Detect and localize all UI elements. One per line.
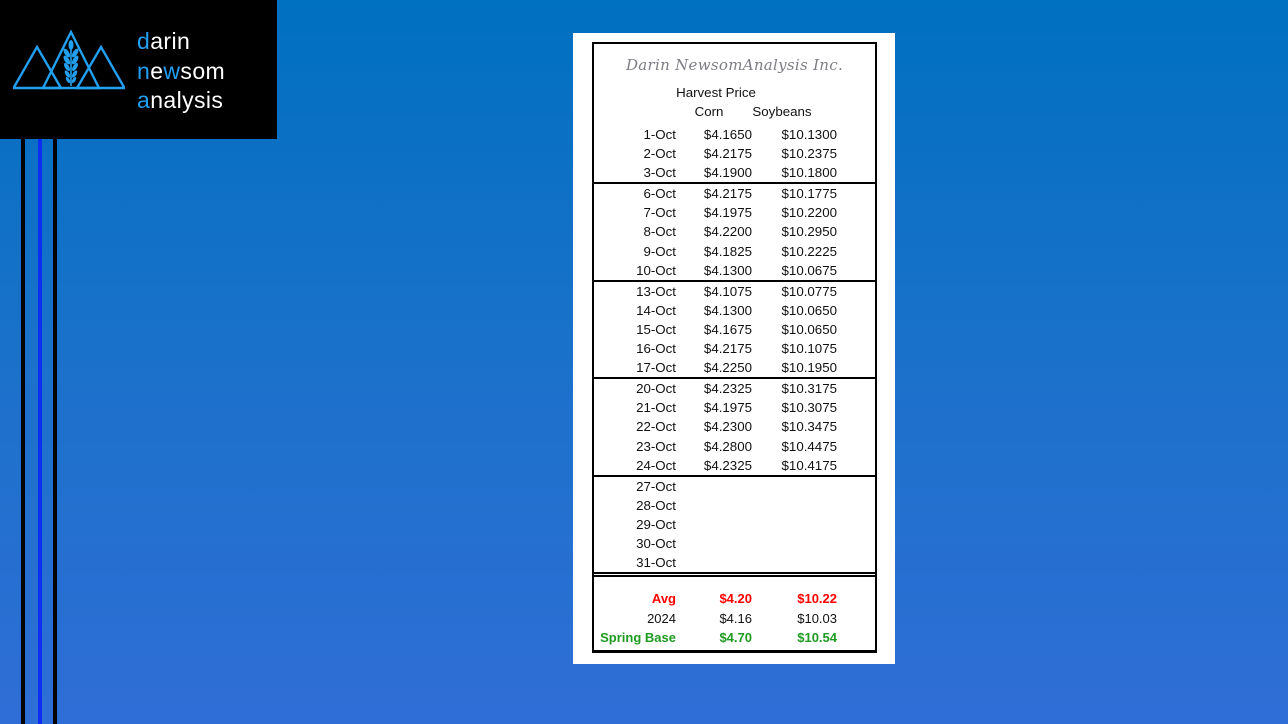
soy-cell: $10.1800 [781,165,837,181]
date-cell: 31-Oct [636,555,676,571]
avg-corn-value: $4.20 [719,591,752,607]
soy-cell: $10.0650 [781,302,837,318]
week-block-5 [594,476,875,575]
corn-cell: $4.1975 [703,205,752,221]
date-cell: 1-Oct [643,127,676,142]
week-block-3 [594,281,875,378]
column-header-row [594,102,875,121]
date-cell: 21-Oct [636,400,676,416]
date-cell: 23-Oct [636,438,676,454]
table-row [594,358,875,378]
empty-cell [837,222,875,241]
spring-base-row [594,628,875,648]
empty-cell [837,417,875,436]
table-row [594,398,875,417]
soy-cell: $10.2200 [781,205,837,221]
soy-cell [752,496,837,515]
table-row [594,301,875,320]
empty-cell [837,476,875,496]
table-row [594,476,875,496]
prior-corn-value: $4.16 [719,610,752,626]
prior-soy-value: $10.03 [797,610,837,626]
date-cell: 14-Oct [636,302,676,318]
empty-cell [837,339,875,358]
soy-cell: $10.4475 [781,438,837,454]
empty-cell [837,378,875,398]
date-cell: 8-Oct [643,224,676,240]
soy-cell: $10.0650 [781,321,837,337]
date-cell: 10-Oct [636,262,676,278]
date-cell: 20-Oct [636,381,676,397]
date-cell: 27-Oct [636,478,676,494]
table-row [594,378,875,398]
date-cell: 17-Oct [636,360,676,376]
soy-cell [752,515,837,534]
vertical-stripe-blue [38,139,42,724]
empty-cell [837,609,875,629]
date-cell: 22-Oct [636,419,676,435]
table-row [594,261,875,281]
soy-cell: $10.0675 [781,262,837,278]
soy-cell: $10.1300 [781,127,837,142]
corn-cell: $4.1900 [703,165,752,181]
corn-cell: $4.2325 [703,457,752,473]
brand-line-newsom [137,57,225,87]
summary-block [594,575,875,648]
table-row [594,553,875,575]
soy-cell [752,476,837,496]
company-title: Darin NewsomAnalysis Inc. [625,56,844,74]
soy-cell: $10.3475 [781,419,837,435]
corn-cell: $4.1675 [703,321,752,337]
empty-cell [837,358,875,378]
harvest-price-sheet [592,42,877,653]
harvest-price-table [594,125,875,648]
empty-cell [837,534,875,553]
brand-text-segment: nalysis [150,87,224,113]
corn-cell [676,476,752,496]
spring-soy-value: $10.54 [797,630,837,646]
empty-cell [837,242,875,261]
empty-cell [837,589,875,609]
brand-text-segment: a [137,87,151,113]
empty-cell [837,628,875,648]
soy-cell: $10.3075 [781,400,837,416]
empty-cell [837,320,875,339]
empty-cell [837,553,875,575]
date-cell: 16-Oct [636,341,676,357]
empty-cell [837,496,875,515]
empty-cell [594,575,875,590]
corn-cell [676,534,752,553]
soy-cell: $10.1950 [781,360,837,376]
harvest-price-subtitle: Harvest Price [676,85,756,100]
corn-cell: $4.1650 [703,127,752,142]
date-cell: 7-Oct [643,205,676,221]
empty-cell [837,261,875,281]
spring-base-label: Spring Base [600,630,676,646]
empty-cell [837,144,875,163]
brand-text-segment: arin [150,28,191,54]
date-cell: 3-Oct [643,165,676,181]
soy-cell: $10.1775 [781,186,837,202]
table-row [594,456,875,476]
vertical-stripe-black-left [21,139,25,724]
avg-soy-value: $10.22 [797,591,837,607]
harvest-price-panel [573,33,895,664]
corn-cell [676,553,752,575]
empty-cell [837,163,875,183]
corn-cell: $4.1975 [703,400,752,416]
empty-cell [837,456,875,476]
date-cell: 2-Oct [643,146,676,162]
spring-corn-value: $4.70 [719,630,752,646]
date-cell: 30-Oct [636,535,676,551]
soy-cell [752,534,837,553]
soy-cell: $10.3175 [781,381,837,397]
corn-cell: $4.1300 [703,302,752,318]
table-row [594,320,875,339]
table-row [594,183,875,203]
table-row [594,281,875,301]
table-row [594,437,875,456]
corn-cell: $4.2325 [703,381,752,397]
date-cell: 24-Oct [636,457,676,473]
prior-year-label: 2024 [647,610,676,626]
empty-cell [837,183,875,203]
table-row [594,496,875,515]
corn-cell: $4.1300 [703,262,752,278]
corn-cell: $4.2200 [703,224,752,240]
empty-cell [837,125,875,144]
brand-text-segment: n [137,57,151,84]
corn-cell: $4.1075 [703,283,752,299]
average-row [594,589,875,609]
table-row [594,534,875,553]
corn-cell: $4.2250 [703,360,752,376]
soy-cell: $10.0775 [781,283,837,299]
sheet-subtitle-row [594,83,875,102]
brand-text-segment: d [137,28,151,54]
table-row [594,417,875,436]
soybeans-column-header: Soybeans [752,104,812,119]
table-row [594,163,875,183]
empty-cell [837,398,875,417]
soy-cell: $10.2950 [781,224,837,240]
corn-cell: $4.2800 [703,438,752,454]
date-cell: 15-Oct [636,321,676,337]
vertical-stripe-black-right [53,139,57,724]
brand-text-segment: som [180,57,226,84]
week-block-1 [594,125,875,183]
brand-line-darin [137,27,225,57]
week-block-4 [594,378,875,475]
corn-cell: $4.2175 [703,341,752,357]
date-cell: 28-Oct [636,497,676,513]
table-row [594,125,875,144]
corn-column-header: Corn [694,104,724,119]
brand-text-segment: w [163,57,181,84]
corn-cell: $4.2300 [703,419,752,435]
date-cell: 9-Oct [643,243,676,259]
table-row [594,339,875,358]
empty-cell [837,437,875,456]
soy-cell: $10.2225 [781,243,837,259]
corn-cell: $4.2175 [703,146,752,162]
empty-cell [837,301,875,320]
prior-year-row [594,609,875,629]
brand-wordmark [137,27,225,116]
table-row [594,242,875,261]
table-row [594,222,875,241]
table-row [594,144,875,163]
soy-cell: $10.1075 [781,341,837,357]
soy-cell [752,553,837,575]
empty-cell [837,515,875,534]
soy-cell: $10.2375 [781,146,837,162]
corn-cell [676,496,752,515]
empty-cell [837,203,875,222]
corn-cell: $4.2175 [703,186,752,202]
spacer-row [594,575,875,590]
table-row [594,203,875,222]
brand-text-segment: e [150,57,164,84]
week-block-2 [594,183,875,280]
soy-cell: $10.4175 [781,457,837,473]
date-cell: 6-Oct [643,186,676,202]
avg-label: Avg [651,591,676,607]
date-cell: 13-Oct [636,283,676,299]
date-cell: 29-Oct [636,516,676,532]
brand-logo-box [0,0,277,139]
table-row [594,515,875,534]
empty-cell [837,281,875,301]
corn-cell: $4.1825 [703,243,752,259]
brand-line-analysis [137,86,225,116]
mountains-wheat-logo-icon [13,30,125,92]
corn-cell [676,515,752,534]
